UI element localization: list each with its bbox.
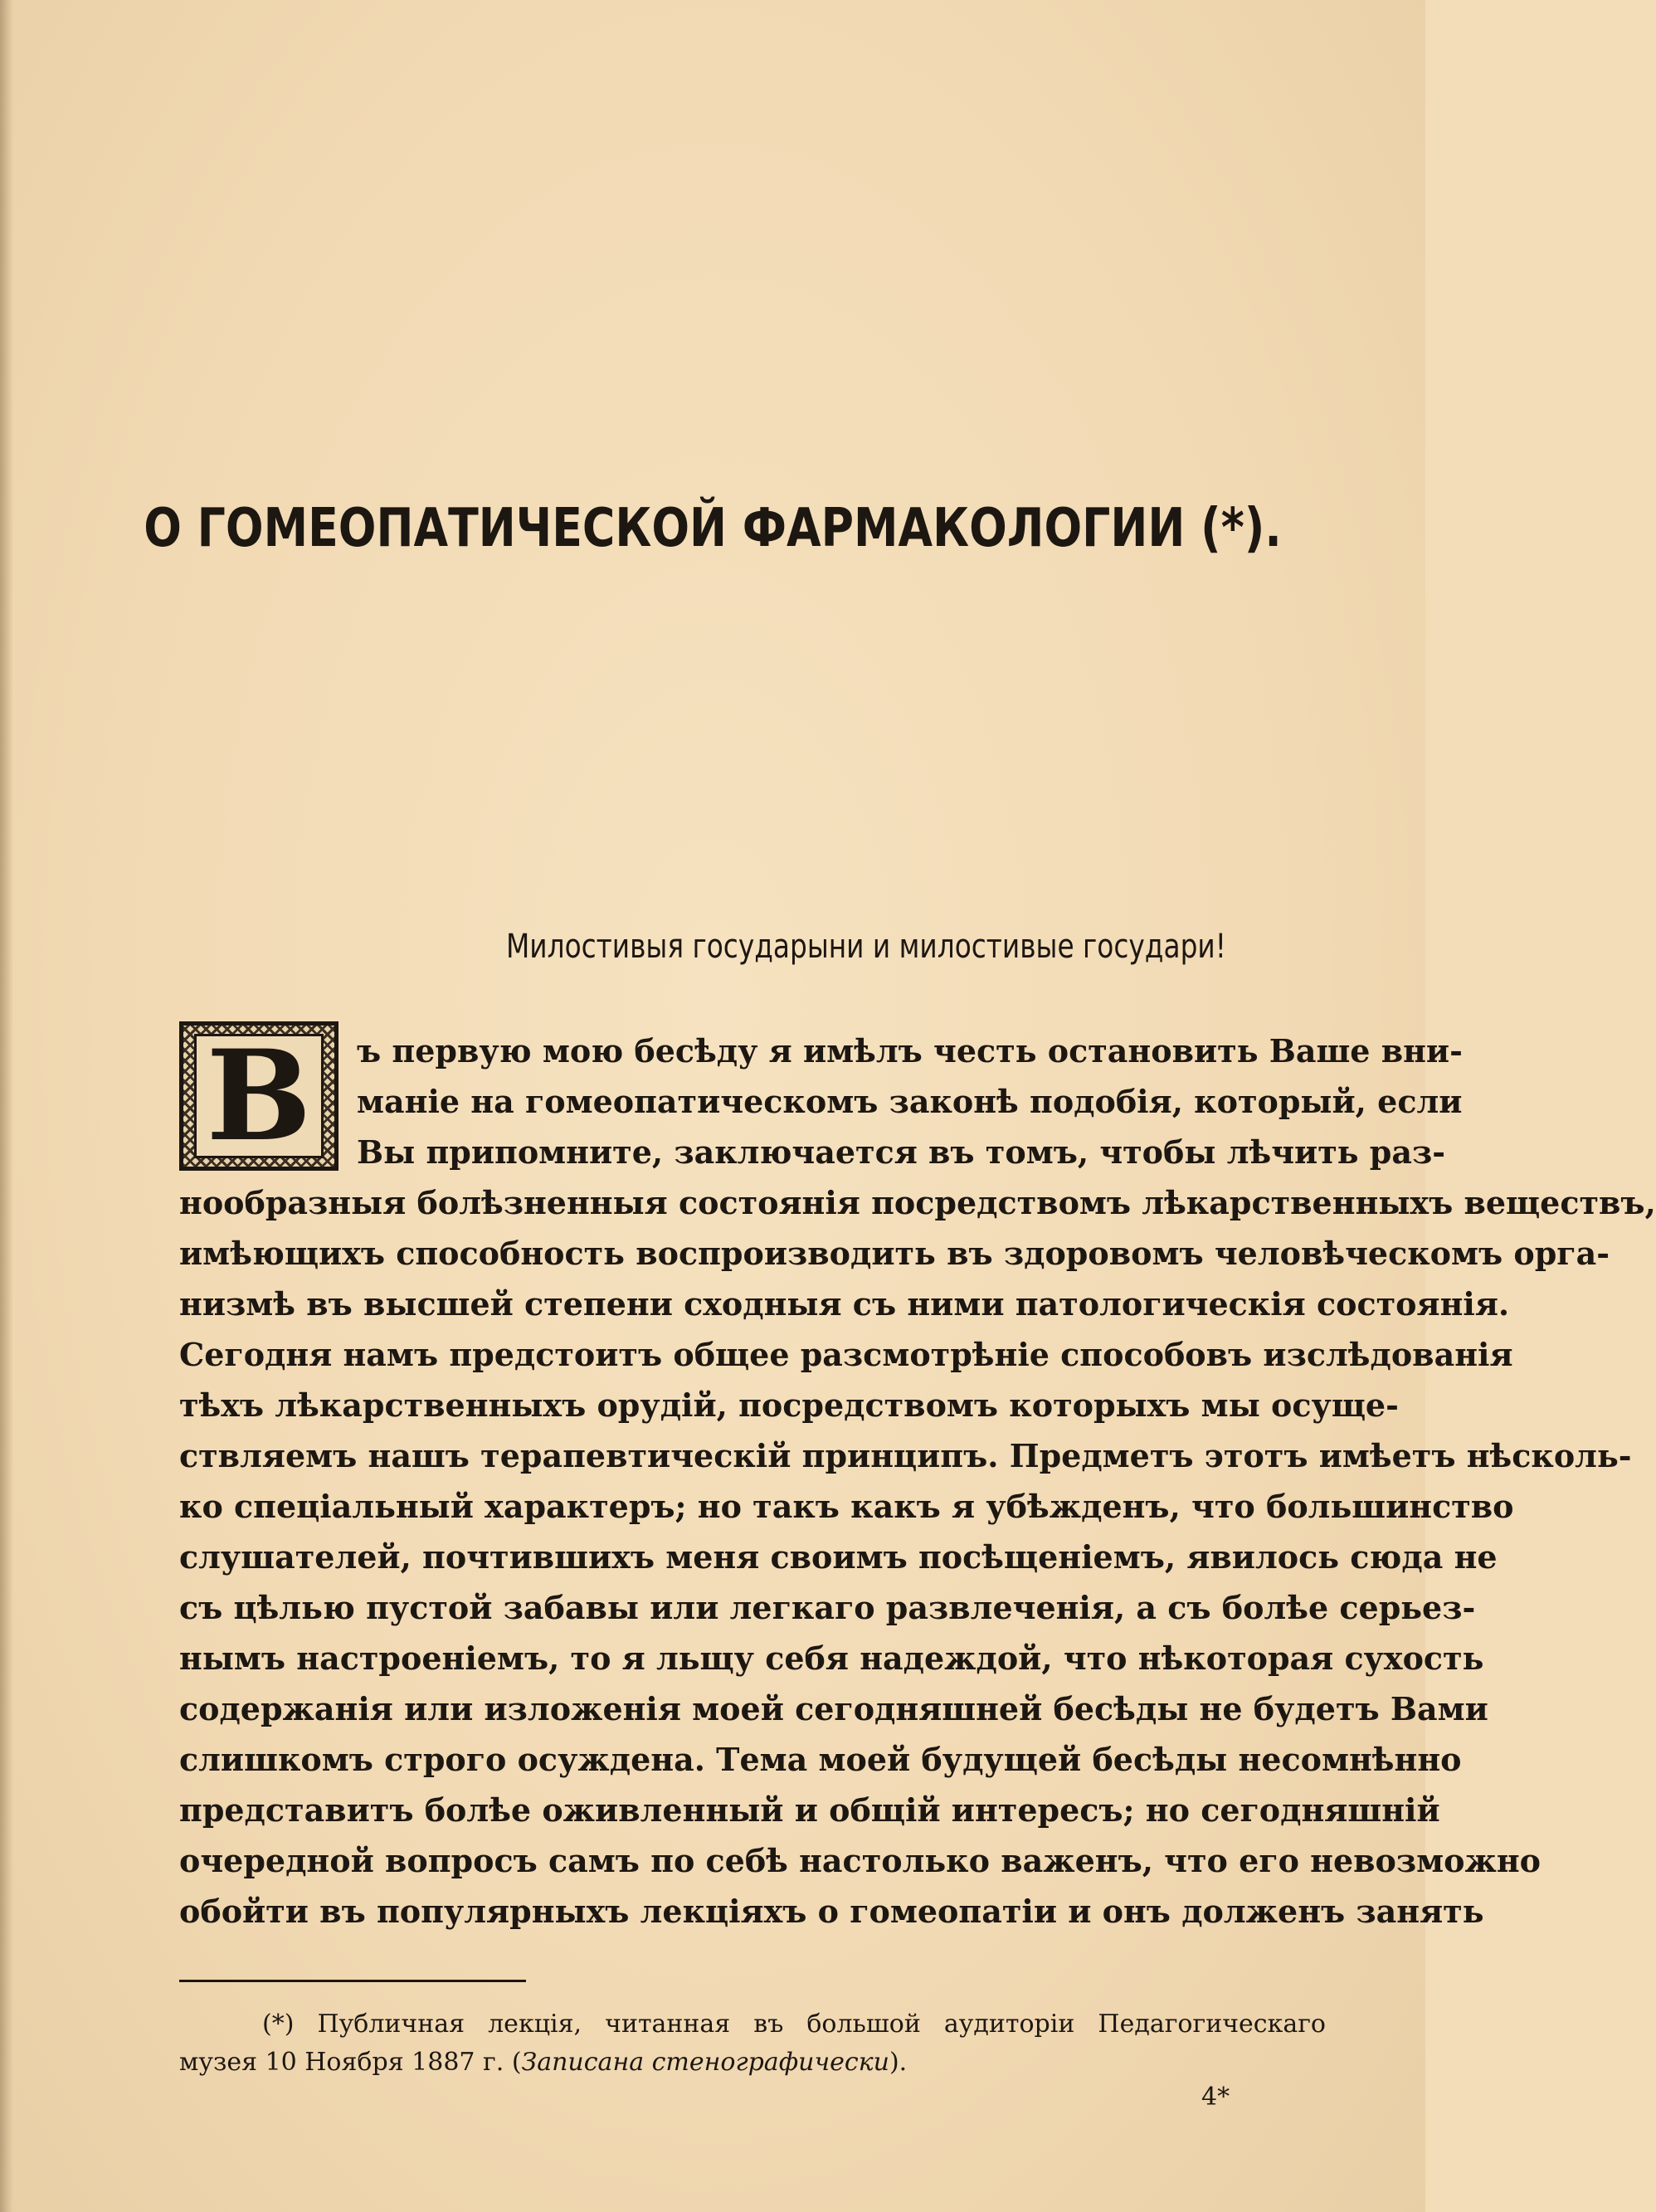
- body-line: ко спеціальный характеръ; но такъ какъ я убѣжденъ, что большинство: [179, 1488, 1514, 1525]
- decorative-dropcap: [179, 1021, 339, 1171]
- body-line: слушателей, почтившихъ меня своимъ посѣщеніемъ, явилось сюда не: [179, 1538, 1498, 1576]
- footnote-line-1: (*) Публичная лекція, читанная въ большой аудиторіи Педагогическаго: [262, 2010, 1326, 2039]
- body-line: нообразныя болѣзненныя состоянія посредствомъ лѣкарственныхъ веществъ,: [179, 1184, 1656, 1221]
- page-edge-shadow: [0, 0, 13, 2212]
- page-title: О ГОМЕОПАТИЧЕСКОЙ ФАРМАКОЛОГИИ (*).: [144, 498, 1282, 559]
- body-line: слишкомъ строго осуждена. Тема моей будущей бесѣды несомнѣнно: [179, 1741, 1462, 1778]
- body-line: содержанія или изложенія моей сегодняшней бесѣды не будетъ Вами: [179, 1690, 1488, 1727]
- body-line: съ цѣлью пустой забавы или легкаго развлеченія, а съ болѣе серьез-: [179, 1589, 1476, 1626]
- salutation: Милостивыя государыни и милостивые государи!: [506, 928, 1226, 966]
- footnote-suffix: ).: [889, 2048, 908, 2077]
- body-line: маніе на гомеопатическомъ законѣ подобія, который, если: [357, 1083, 1463, 1120]
- body-line: ъ первую мою бесѣду я имѣлъ честь остановить Ваше вни-: [357, 1032, 1463, 1069]
- body-line: Сегодня намъ предстоитъ общее разсмотрѣніе способовъ изслѣдованія: [179, 1336, 1513, 1373]
- footnote-italic: Записана стенографически: [521, 2048, 889, 2077]
- footnote-prefix: музея 10 Ноября 1887 г. (: [179, 2048, 522, 2077]
- body-line: представитъ болѣе оживленный и общій интересъ; но сегодняшній: [179, 1791, 1440, 1829]
- body-line: нымъ настроеніемъ, то я льщу себя надеждой, что нѣкоторая сухость: [179, 1640, 1484, 1677]
- footnote-divider: [179, 1980, 526, 1982]
- body-line: Вы припомните, заключается въ томъ, чтобы лѣчить раз-: [357, 1133, 1445, 1171]
- body-line: обойти въ популярныхъ лекціяхъ о гомеопатіи и онъ долженъ занять: [179, 1893, 1484, 1930]
- body-line: очередной вопросъ самъ по себѣ настолько важенъ, что его невозможно: [179, 1842, 1542, 1879]
- body-line: тѣхъ лѣкарственныхъ орудій, посредствомъ которыхъ мы осуще-: [179, 1386, 1399, 1424]
- body-line: имѣющихъ способность воспроизводить въ здоровомъ человѣческомъ орга-: [179, 1235, 1610, 1272]
- dropcap-letter: В: [194, 1034, 324, 1158]
- footnote-line-2: [179, 2050, 907, 2075]
- body-line: низмѣ въ высшей степени сходныя съ ними патологическія состоянія.: [179, 1285, 1510, 1323]
- page-number: 4*: [1201, 2083, 1230, 2112]
- body-line: ствляемъ нашъ терапевтическій принципъ. Предметъ этотъ имѣетъ нѣсколь-: [179, 1437, 1632, 1474]
